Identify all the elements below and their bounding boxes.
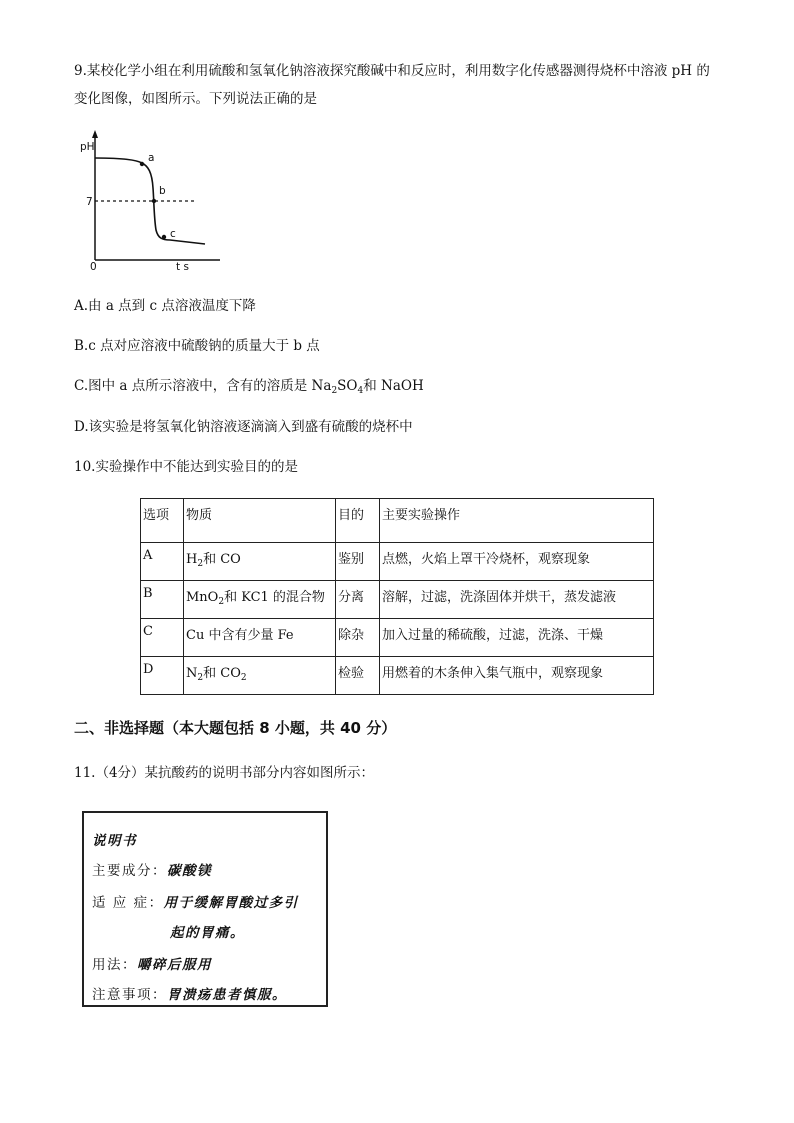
row-option: D [141,657,184,695]
q9-stem-line1: 9.某校化学小组在利用硫酸和氢氧化钠溶液探究酸碱中和反应时，利用数字化传感器测得烧杯中溶液 pH 的 [74,63,710,79]
leaflet-ingredient: 主要成分：碳酸镁 [92,863,212,879]
header-option: 选项 [141,499,184,543]
row-operation: 点燃，火焰上罩干冷烧杯，观察现象 [380,543,654,581]
q9-stem-line2: 变化图像，如图所示。下列说法正确的是 [74,91,317,107]
table-row [141,619,654,657]
q9-option-b: B.c 点对应溶液中硫酸钠的质量大于 b 点 [74,338,320,354]
q9-option-a: A.由 a 点到 c 点溶液温度下降 [74,298,256,314]
q11-stem: 11.（4分）某抗酸药的说明书部分内容如图所示： [74,765,375,781]
row-purpose: 鉴别 [336,543,380,581]
point-b [152,199,156,203]
row-substance: $N_2$和 $CO_2$ [184,657,336,695]
leaflet-usage: 用法：嚼碎后服用 [92,957,212,973]
table-row [141,657,654,695]
point-a-label: a [148,152,155,164]
y-axis-arrow [92,130,98,138]
row-operation: 用燃着的木条伸入集气瓶中，观察现象 [380,657,654,695]
row-purpose: 分离 [336,581,380,619]
section2-title: 二、非选择题（本大题包括 8 小题，共 40 分） [74,719,397,737]
y-axis-label: pH [80,141,95,153]
row-purpose: 除杂 [336,619,380,657]
point-b-label: b [159,185,166,197]
row-option: B [141,581,184,619]
row-substance: Cu 中含有少量 Fe [184,619,336,657]
y-tick-7: 7 [86,196,93,208]
q10-table [140,498,654,695]
row-option: A [141,543,184,581]
header-operation: 主要实验操作 [380,499,654,543]
row-substance: MnO$_2$和 KC1 的混合物 [184,581,336,619]
header-purpose: 目的 [336,499,380,543]
leaflet-title: 说明书 [92,833,137,849]
ph-curve-graph [80,128,240,278]
row-option: C [141,619,184,657]
q9-option-c: C.图中 a 点所示溶液中，含有的溶质是 $Na_2SO_4$和 NaOH [74,378,424,396]
instruction-leaflet [82,811,328,1007]
row-purpose: 检验 [336,657,380,695]
row-substance: $H_2$和 CO [184,543,336,581]
q10-stem: 10.实验操作中不能达到实验目的的是 [74,459,298,475]
leaflet-indication-line2: 起的胃痛。 [170,925,245,941]
table-row [141,543,654,581]
point-a [140,162,144,166]
x-axis-label: t s [176,261,189,273]
row-operation: 加入过量的稀硫酸，过滤，洗涤、干燥 [380,619,654,657]
leaflet-caution: 注意事项：胃溃疡患者慎服。 [92,987,287,1003]
leaflet-indication: 适 应 症：用于缓解胃酸过多引 [92,895,299,911]
point-c [162,235,166,239]
table-row [141,581,654,619]
origin-label: 0 [90,261,97,273]
point-c-label: c [170,228,176,240]
q9-option-d: D.该实验是将氢氧化钠溶液逐滴滴入到盛有硫酸的烧杯中 [74,419,413,435]
table-header-row [141,499,654,543]
row-operation: 溶解，过滤，洗涤固体并烘干，蒸发滤液 [380,581,654,619]
header-substance: 物质 [184,499,336,543]
